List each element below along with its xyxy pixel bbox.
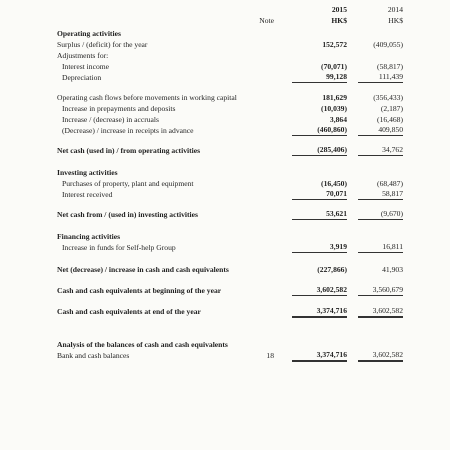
value-2015: 3,374,716	[292, 306, 347, 318]
note-ref: 18	[266, 351, 274, 360]
value-2014: 3,560,679	[358, 285, 403, 296]
value-2015: (10,039)	[321, 104, 347, 113]
value-2014: 111,439	[358, 72, 403, 83]
row-label: Interest income	[62, 62, 110, 71]
opening-balance-row	[0, 285, 450, 297]
value-2015: 3,374,716	[292, 350, 347, 362]
year-2014-label: 2014	[387, 5, 403, 14]
value-2014: (356,433)	[373, 93, 403, 102]
value-2014: 41,903	[382, 265, 403, 274]
row-label: Net cash (used in) / from operating activities	[57, 146, 201, 155]
row-label: Increase in prepayments and deposits	[62, 104, 176, 113]
value-2015: 3,602,582	[292, 285, 347, 296]
currency-2015-label: HK$	[331, 16, 347, 25]
value-2014: (2,187)	[380, 104, 403, 113]
row-label: Depreciation	[62, 73, 102, 82]
value-2014: 34,762	[358, 145, 403, 156]
value-2015: (460,860)	[292, 125, 347, 136]
value-2015: 53,621	[292, 209, 347, 220]
table-row	[0, 125, 450, 137]
subtotal-row-operating	[0, 145, 450, 157]
value-2015: (227,866)	[317, 265, 347, 274]
row-label: Surplus / (deficit) for the year	[57, 40, 148, 49]
row-label: Analysis of the balances of cash and cash equivalents	[57, 340, 228, 349]
value-2014: (58,817)	[377, 62, 403, 71]
value-2014: (68,487)	[377, 179, 403, 188]
row-label: Net (decrease) / increase in cash and cash equivalents	[57, 265, 229, 274]
closing-balance-row	[0, 306, 450, 318]
row-label: Operating activities	[57, 29, 121, 38]
net-change-row	[0, 264, 450, 276]
row-label: Net cash from / (used in) investing activities	[57, 210, 198, 219]
table-row	[0, 242, 450, 254]
value-2015: 152,572	[322, 40, 347, 49]
value-2014: (409,055)	[373, 40, 403, 49]
note-column-label: Note	[259, 16, 274, 25]
row-label: Adjustments for:	[57, 51, 109, 60]
year-2015-label: 2015	[331, 5, 347, 14]
value-2014: (9,670)	[358, 209, 403, 220]
row-label: Interest received	[62, 190, 113, 199]
value-2014: 409,850	[358, 125, 403, 136]
value-2014: 3,602,582	[358, 306, 403, 318]
value-2015: 70,071	[292, 189, 347, 200]
value-2015: (16,450)	[321, 179, 347, 188]
row-label: Increase / (decrease) in accruals	[62, 115, 159, 124]
value-2014: 3,602,582	[358, 350, 403, 362]
table-row	[0, 189, 450, 201]
table-row	[0, 72, 450, 84]
value-2015: (70,071)	[321, 62, 347, 71]
row-label: (Decrease) / increase in receipts in advance	[62, 126, 194, 135]
value-2015: 99,128	[292, 72, 347, 83]
value-2015: (285,406)	[292, 145, 347, 156]
currency-2014-label: HK$	[388, 16, 403, 25]
row-label: Bank and cash balances	[57, 351, 130, 360]
row-label: Increase in funds for Self-help Group	[62, 243, 176, 252]
row-label: Financing activities	[57, 232, 121, 241]
row-label: Cash and cash equivalents at beginning of the year	[57, 286, 222, 295]
value-2015: 3,864	[329, 115, 347, 124]
table-row	[0, 350, 450, 362]
subtotal-row-investing	[0, 209, 450, 221]
currency-header-row	[0, 15, 450, 27]
row-label: Operating cash flows before movements in working capital	[57, 93, 237, 102]
value-2015: 3,919	[292, 242, 347, 253]
value-2014: 16,811	[358, 242, 403, 253]
value-2015: 181,629	[322, 93, 347, 102]
row-label: Investing activities	[57, 168, 118, 177]
row-label: Cash and cash equivalents at end of the year	[57, 307, 201, 316]
value-2014: 58,817	[358, 189, 403, 200]
row-label: Purchases of property, plant and equipment	[62, 179, 194, 188]
value-2014: (16,468)	[377, 115, 403, 124]
